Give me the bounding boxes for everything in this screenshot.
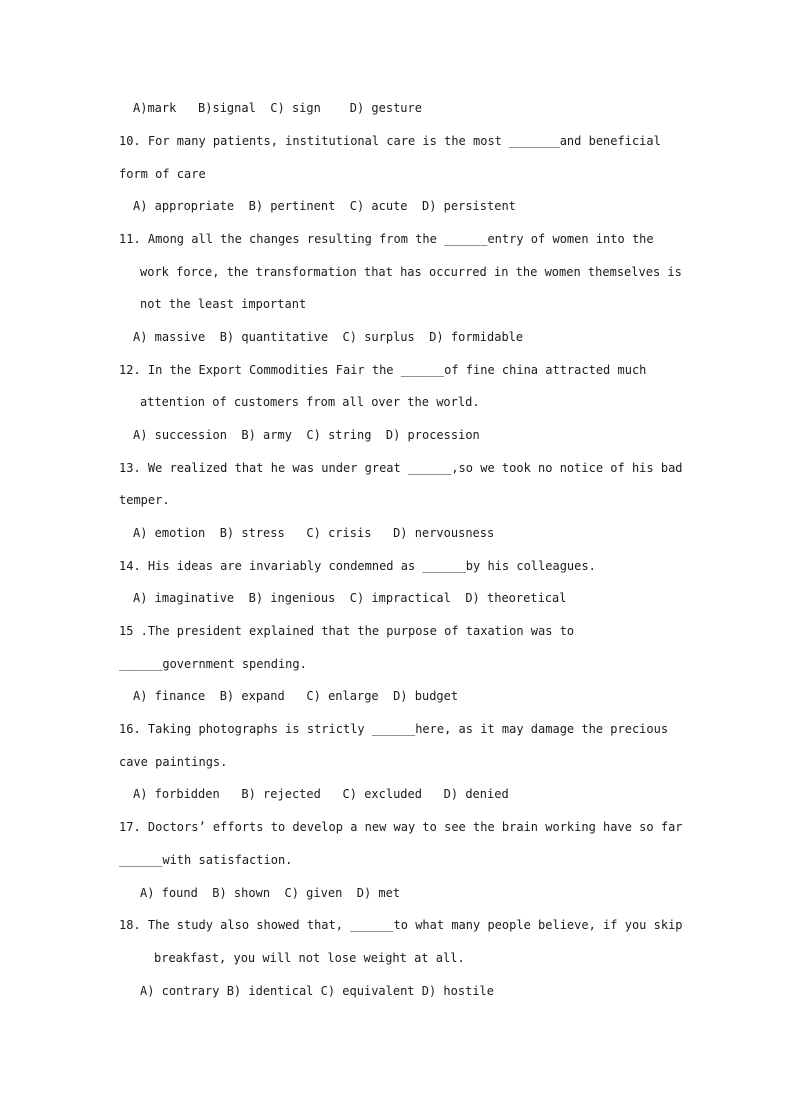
q16-stem-cont: cave paintings. <box>119 755 228 769</box>
q18-options: A) contrary B) identical C) equivalent D) hostile <box>140 984 495 998</box>
q18-stem-cont: breakfast, you will not lose weight at all. <box>154 951 465 965</box>
q13-stem: 13. We realized that he was under great ______,so we took no notice of his bad <box>119 461 683 475</box>
q11-stem-cont: work force, the transformation that has occurred in the women themselves is <box>140 265 682 279</box>
q12-stem-cont: attention of customers from all over the world. <box>140 395 480 409</box>
q15-options: A) finance B) expand C) enlarge D) budget <box>133 689 459 703</box>
q9-options: A)mark B)signal C) sign D) gesture <box>133 101 422 115</box>
q17-stem: 17. Doctors’ efforts to develop a new way to see the brain working have so far <box>119 820 683 834</box>
q13-options: A) emotion B) stress C) crisis D) nervousness <box>133 526 495 540</box>
q12-options: A) succession B) army C) string D) procession <box>133 428 480 442</box>
q11-stem: 11. Among all the changes resulting from the ______entry of women into the <box>119 232 654 246</box>
q15-stem-cont: ______government spending. <box>119 657 307 671</box>
q10-stem-cont: form of care <box>119 167 206 181</box>
q15-stem: 15 .The president explained that the purpose of taxation was to <box>119 624 575 638</box>
q16-stem: 16. Taking photographs is strictly ______here, as it may damage the precious <box>119 722 669 736</box>
q18-stem: 18. The study also showed that, ______to what many people believe, if you skip <box>119 918 683 932</box>
q13-stem-cont: temper. <box>119 493 170 507</box>
q10-options: A) appropriate B) pertinent C) acute D) persistent <box>133 199 516 213</box>
q11-options: A) massive B) quantitative C) surplus D) formidable <box>133 330 524 344</box>
q11-stem-cont-2: not the least important <box>140 297 307 311</box>
q14-stem: 14. His ideas are invariably condemned as ______by his colleagues. <box>119 559 596 573</box>
q14-options: A) imaginative B) ingenious C) impractical D) theoretical <box>133 591 567 605</box>
q17-stem-cont: ______with satisfaction. <box>119 853 293 867</box>
q12-stem: 12. In the Export Commodities Fair the ______of fine china attracted much <box>119 363 647 377</box>
q16-options: A) forbidden B) rejected C) excluded D) denied <box>133 787 509 801</box>
q10-stem: 10. For many patients, institutional care is the most _______and beneficial <box>119 134 661 148</box>
q17-options: A) found B) shown C) given D) met <box>140 886 401 900</box>
